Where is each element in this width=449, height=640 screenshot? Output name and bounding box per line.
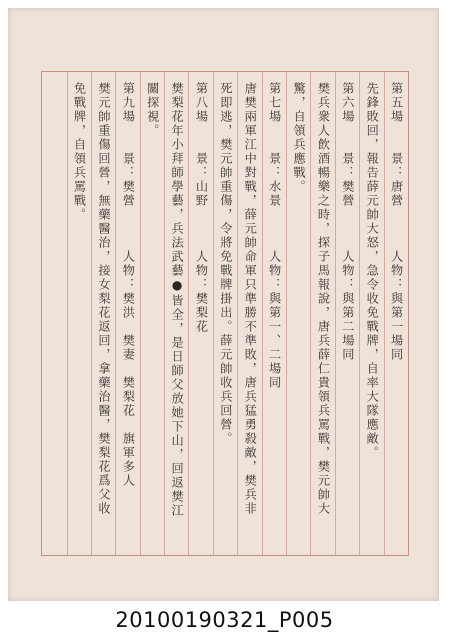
scene-setting: 景：唐營 <box>389 152 404 208</box>
scene-5-heading-line <box>387 82 407 362</box>
scene-text-line <box>167 82 187 518</box>
scene-text-line: 免戰牌，自領兵罵戰。 <box>72 82 87 222</box>
image-caption: 20100190321_P005 <box>115 608 334 632</box>
scene-9-heading-line <box>118 82 138 488</box>
column <box>335 72 359 555</box>
scene-characters: 人物：與第一場同 <box>389 250 404 362</box>
scene-heading: 第九場 <box>121 82 136 124</box>
scene-text-part: 樊梨花年小拜師學藝，兵法武藝 <box>170 82 185 278</box>
scene-heading: 第六場 <box>340 82 355 124</box>
column <box>359 72 383 555</box>
scene-heading: 第七場 <box>267 82 282 124</box>
column <box>310 72 334 555</box>
scene-setting: 景：山野 <box>194 152 209 208</box>
ink-blot-mark: ● <box>170 278 185 294</box>
scene-setting: 景：樊營 <box>340 152 355 208</box>
scene-text-line: 唐樊兩軍江中對戰，薛元帥命軍只準勝不準敗，唐兵猛勇殺敵，樊兵非 <box>243 82 258 516</box>
scene-heading: 第五場 <box>389 82 404 124</box>
scene-characters: 人物：樊洪 樊妻 樊梨花 旗軍多人 <box>121 250 136 488</box>
scene-text-line: 樊元帥重傷回營，無藥醫治，接女梨花返回，拿藥治醫，樊梨花爲父收 <box>96 82 111 516</box>
ruled-frame <box>41 71 409 556</box>
column <box>67 72 91 555</box>
scene-text-line: 關探視。 <box>145 82 160 138</box>
paper-page <box>8 8 439 601</box>
column <box>42 72 66 555</box>
scene-text-line: 樊兵衆人飲酒暢樂之時，探子馬報說，唐兵薛仁貴領兵罵戰，樊元帥大 <box>316 82 331 516</box>
column <box>237 72 261 555</box>
column <box>262 72 286 555</box>
column <box>213 72 237 555</box>
scene-text-line: 死即逃，樊元帥重傷，令將免戰牌掛出。薛元帥收兵回營。 <box>218 82 233 446</box>
scene-setting: 景：樊營 <box>121 152 136 208</box>
column <box>91 72 115 555</box>
scene-text-part: 皆全，是日師父放她下山，回返樊江 <box>170 293 185 518</box>
scene-setting: 景：水景 <box>267 152 282 208</box>
column <box>286 72 310 555</box>
column <box>188 72 212 555</box>
column <box>140 72 164 555</box>
scene-text-line: 驚，自領兵應戰。 <box>292 82 307 194</box>
column <box>115 72 139 555</box>
column <box>384 72 408 555</box>
scene-6-heading-line <box>338 82 358 362</box>
scene-8-heading-line <box>191 82 211 334</box>
scene-text-line: 先鋒敗回，報告薛元帥大怒，急令收免戰牌，自率大隊應敵。 <box>365 82 380 460</box>
column-grid <box>42 72 408 555</box>
scene-characters: 人物：與第二場同 <box>340 250 355 362</box>
scene-characters: 人物：與第一、二場同 <box>267 250 282 390</box>
scene-7-heading-line <box>265 82 285 390</box>
column <box>164 72 188 555</box>
scene-characters: 人物：樊梨花 <box>194 250 209 334</box>
scene-heading: 第八場 <box>194 82 209 124</box>
